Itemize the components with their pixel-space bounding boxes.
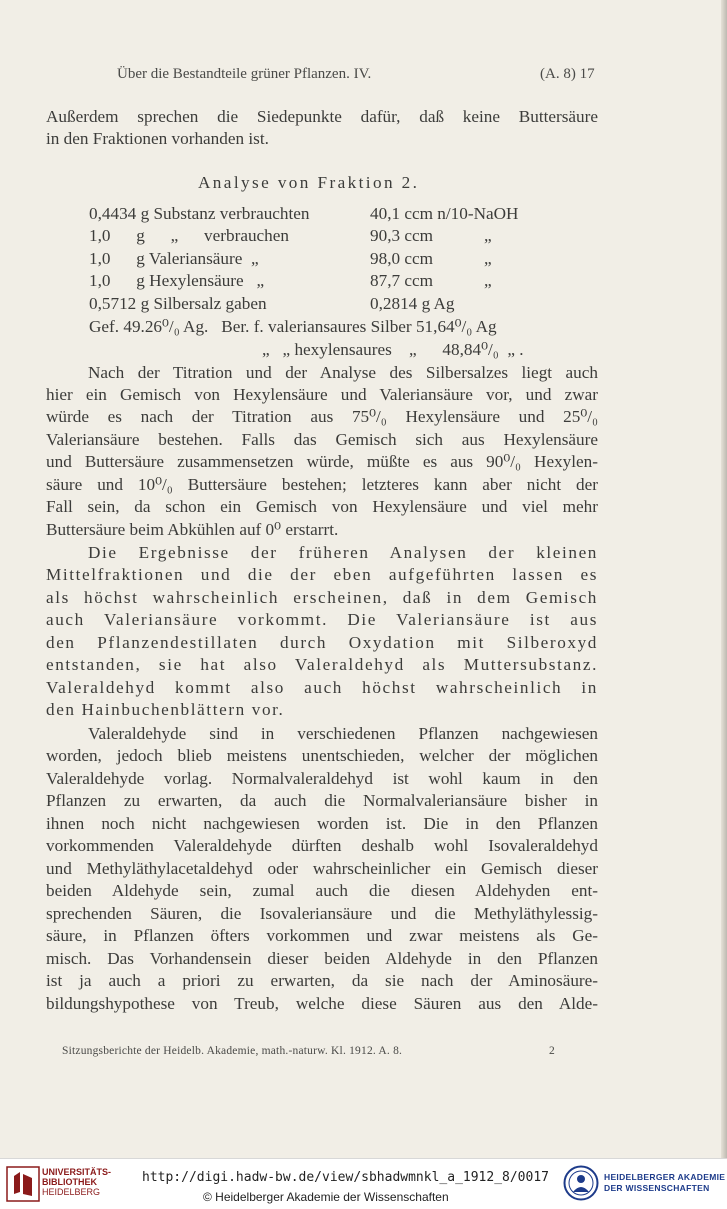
analysis-row-3b: 98,0 ccm <box>370 249 434 268</box>
text-line: Mittelfraktionen und die der eben aufgeführten lassen es <box>46 565 598 584</box>
running-head-title: Über die Bestandteile grüner Pflanzen. IV. <box>117 66 372 82</box>
text-line: Valeraldehyde sind in verschiedenen Pflanzen nachgewiesen <box>88 724 598 743</box>
analysis-row-2a: 1,0 g „ verbrauchen <box>89 226 289 245</box>
text-line: worden, jedoch blieb meistens unentschieden, welcher der möglichen <box>46 746 598 765</box>
text-line: Nach der Titration und der Analyse des Silbersalzes liegt auch <box>88 363 598 382</box>
copyright-notice: © Heidelberger Akademie der Wissenschaften <box>203 1190 449 1204</box>
analysis-row-3a: 1,0 g Valeriansäure „ <box>89 249 259 268</box>
text-line: säure und 10⁰/₀ Buttersäure bestehen; letzteres kann aber nicht der <box>46 475 598 494</box>
section-title: Analyse von Fraktion 2. <box>198 173 420 192</box>
text-line: Valeriansäure bestehen. Falls das Gemisch sich aus Hexylensäure <box>46 430 598 449</box>
viewer-footer-bar <box>0 1158 727 1209</box>
text-line: als höchst wahrscheinlich erscheinen, daß in dem Gemisch <box>46 588 598 607</box>
analysis-row-5a: 0,5712 g Silbersalz gaben <box>89 294 267 313</box>
page-edge <box>721 0 727 1158</box>
analysis-row-2b: 90,3 ccm <box>370 226 434 245</box>
text-line: Buttersäure beim Abkühlen auf 0⁰ erstarrt. <box>46 520 339 539</box>
text-line: Außerdem sprechen die Siedepunkte dafür, daß keine Buttersäure <box>46 107 598 126</box>
analysis-row-4c: „ <box>484 271 492 290</box>
text-line: in den Fraktionen vorhanden ist. <box>46 129 269 148</box>
text-line: den Hainbuchenblättern vor. <box>46 700 285 719</box>
analysis-row-1b: 40,1 ccm n/10-NaOH <box>370 204 519 223</box>
text-line: vorkommenden Valeraldehyde dürften deshalb wohl Isovaleraldehyd <box>46 836 598 855</box>
university-library-label[interactable]: UNIVERSITÄTS- BIBLIOTHEK HEIDELBERG <box>42 1167 112 1197</box>
analysis-row-1a: 0,4434 g Substanz verbrauchten <box>89 204 310 223</box>
text-line: und Buttersäure zusammensetzen würde, müßte es aus 90⁰/₀ Hexylen- <box>46 452 598 471</box>
analysis-row-5b: 0,2814 g Ag <box>370 294 455 313</box>
text-line: bildungshypothese von Treub, welche diese Säuren aus den Alde- <box>46 994 598 1013</box>
text-line: sprechenden Säuren, die Isovaleriansäure und die Methyläthylessig- <box>46 904 598 923</box>
text-line: entstanden, sie hat also Valeraldehyd als Muttersubstanz. <box>46 655 598 674</box>
text-line: beiden Aldehyde sein, zumal auch die diesen Aldehyden ent- <box>46 881 598 900</box>
gef-line-1: Gef. 49.26⁰/₀ Ag. Ber. f. valeriansaures Silber 51,64⁰/₀ Ag <box>89 317 497 336</box>
text-line: den Pflanzendestillaten durch Oxydation mit Silberoxyd <box>46 633 598 652</box>
text-line: würde es nach der Titration aus 75⁰/₀ Hexylensäure und 25⁰/₀ <box>46 407 598 426</box>
text-line: und Methyläthylacetaldehyd oder wahrscheinlicher ein Gemisch dieser <box>46 859 598 878</box>
text-line: hier ein Gemisch von Hexylensäure und Valeriansäure vor, und zwar <box>46 385 598 404</box>
academy-seal-icon[interactable] <box>563 1165 599 1201</box>
text-line: Valeraldehyde vorlag. Normalvaleraldehyd ist wohl kaum in den <box>46 769 598 788</box>
analysis-row-2c: „ <box>484 226 492 245</box>
text-line: säure, in Pflanzen öfters vorkommen und zwar meistens als Ge- <box>46 926 598 945</box>
analysis-row-4b: 87,7 ccm <box>370 271 434 290</box>
text-line: misch. Das Vorhandensein dieser beiden Aldehyde in den Pflanzen <box>46 949 598 968</box>
university-library-logo-icon[interactable] <box>6 1166 40 1202</box>
text-line: ihnen noch nicht nachgewiesen worden ist. Die in den Pflanzen <box>46 814 598 833</box>
running-head-ref: (A. 8) 17 <box>540 66 595 82</box>
analysis-row-3c: „ <box>484 249 492 268</box>
text-line: Die Ergebnisse der früheren Analysen der kleinen <box>88 543 598 562</box>
permalink-url[interactable]: http://digi.hadw-bw.de/view/sbhadwmnkl_a_1912_8/0017 <box>142 1170 549 1185</box>
analysis-row-4a: 1,0 g Hexylensäure „ <box>89 271 265 290</box>
text-line: Valeraldehyd kommt also auch höchst wahrscheinlich in <box>46 678 598 697</box>
academy-label[interactable]: HEIDELBERGER AKADEMIE DER WISSENSCHAFTEN <box>604 1172 726 1193</box>
text-line: auch Valeriansäure vorkommt. Die Valeriansäure ist aus <box>46 610 598 629</box>
text-line: ist ja auch a priori zu erwarten, da sie nach der Aminosäure- <box>46 971 598 990</box>
gef-line-2: „ „ hexylensaures „ 48,84⁰/₀ „ . <box>262 340 524 359</box>
page-footer-note: Sitzungsberichte der Heidelb. Akademie, math.-naturw. Kl. 1912. A. 8. <box>62 1045 403 1057</box>
text-line: Fall sein, da schon ein Gemisch von Hexylensäure und viel mehr <box>46 497 598 516</box>
text-line: Pflanzen zu erwarten, da auch die Normalvaleriansäure bisher in <box>46 791 598 810</box>
signature-number: 2 <box>549 1045 555 1057</box>
